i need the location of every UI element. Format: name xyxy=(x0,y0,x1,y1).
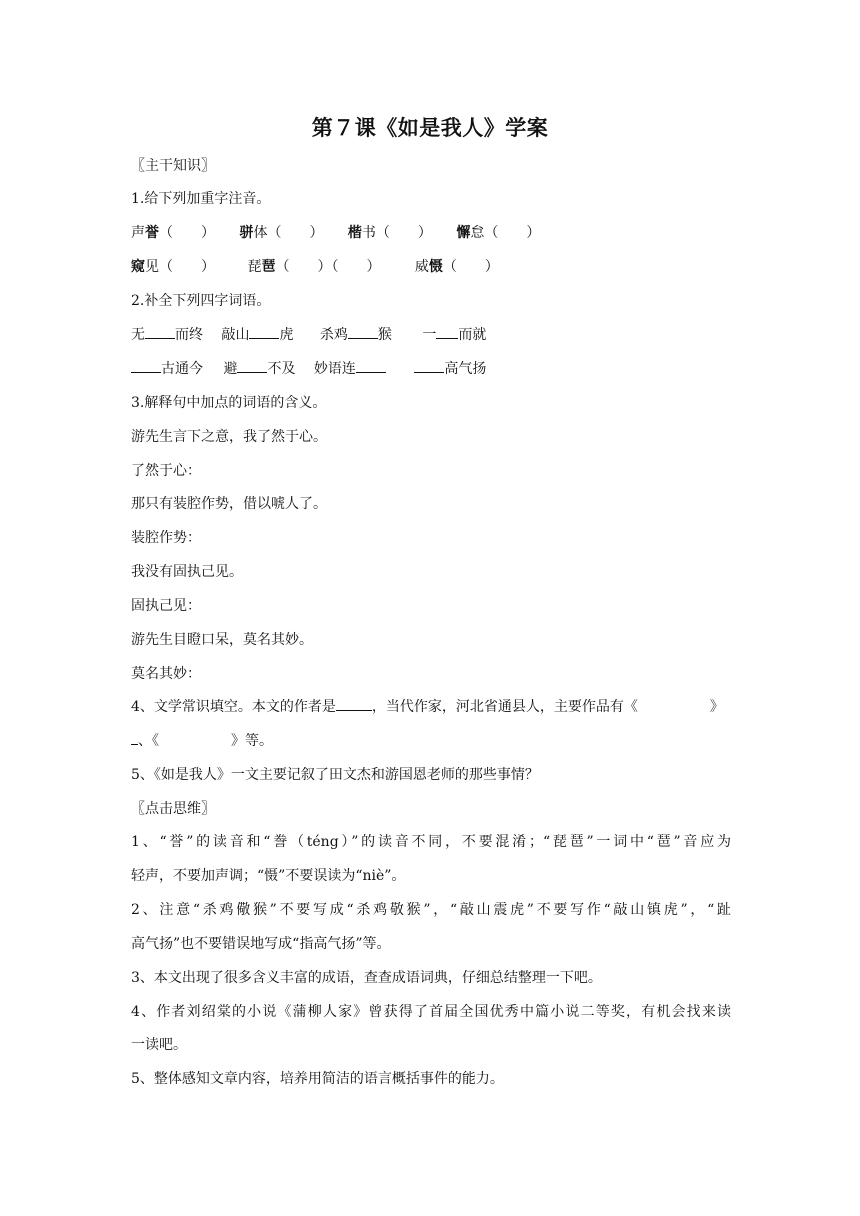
idiom-blank: 高气扬 xyxy=(414,361,486,377)
pinyin-item: 懈怠（ ） xyxy=(456,225,541,241)
tip-line: 一读吧。 xyxy=(131,1037,187,1053)
q2-row2 xyxy=(131,359,731,379)
idiom-blank: 杀鸡 猴 xyxy=(319,327,392,343)
page-title: 第７课《如是我人》学案 xyxy=(311,116,549,140)
q1-row2 xyxy=(131,257,731,277)
fill-blank[interactable] xyxy=(336,697,372,711)
q3-term: 莫名其妙： xyxy=(131,666,201,682)
q5-text: 5、《如是我人》一文主要记叙了田文杰和游国恩老师的那些事情？ xyxy=(131,767,539,783)
tip-line: 高气扬”也不要错误地写成“指高气扬”等。 xyxy=(131,936,391,952)
fill-blank[interactable] xyxy=(348,325,378,339)
q1-prompt: 1.给下列加重字注音。 xyxy=(131,191,271,207)
tip-line: 轻声，不要加声调；“慑”不要误读为“niè”。 xyxy=(131,868,406,884)
section-heading-main: 〖主干知识〗 xyxy=(131,158,215,174)
q2-prompt: 2.补全下列四字词语。 xyxy=(131,293,271,309)
fill-blank[interactable] xyxy=(356,359,386,373)
q2-row1 xyxy=(131,325,731,345)
fill-blank[interactable] xyxy=(131,731,138,745)
idiom-blank: 无 而终 xyxy=(131,327,203,343)
idiom-blank: 古通今 xyxy=(131,361,203,377)
fill-blank[interactable] xyxy=(414,359,444,373)
pinyin-item: 琵琶（ ）（ ） xyxy=(247,259,381,275)
q3-sentence: 我没有固执己见。 xyxy=(131,564,243,580)
idiom-blank: 敲山 虎 xyxy=(221,327,294,343)
q3-sentence: 那只有装腔作势，借以唬人了。 xyxy=(131,496,327,512)
fill-blank[interactable] xyxy=(249,325,279,339)
q1-row1 xyxy=(131,223,731,243)
tip-line: 1、“誉”的读音和“誊（téng）”的读音不同，不要混淆；“琵琶”一词中“琶”音应为 xyxy=(131,834,731,850)
q3-term: 装腔作势： xyxy=(131,530,201,546)
q4-line1: 4、文学常识填空。本文的作者是 ，当代作家，河北省通县人，主要作品有《 》 xyxy=(131,699,724,715)
fill-blank[interactable] xyxy=(145,325,175,339)
tip-line: 3、本文出现了很多含义丰富的成语，查查成语词典，仔细总结整理一下吧。 xyxy=(131,970,602,986)
q3-sentence: 游先生言下之意，我了然于心。 xyxy=(131,429,327,445)
fill-blank[interactable] xyxy=(436,325,458,339)
q3-term: 固执己见： xyxy=(131,598,201,614)
tip-line: 5、整体感知文章内容，培养用简洁的语言概括事件的能力。 xyxy=(131,1071,504,1087)
pinyin-item: 楷书（ ） xyxy=(347,225,432,241)
q4-line2: 、《 》等。 xyxy=(131,731,731,751)
tip-line: 2、注意“杀鸡儆猴”不要写成“杀鸡敬猴”，“敲山震虎”不要写作“敲山镇虎”，“趾 xyxy=(131,902,731,918)
fill-blank[interactable] xyxy=(237,359,267,373)
pinyin-item: 威慑（ ） xyxy=(414,259,499,275)
idiom-blank: 妙语连 xyxy=(314,361,386,377)
q3-prompt: 3.解释句中加点的词语的含义。 xyxy=(131,395,327,411)
idiom-blank: 一 而就 xyxy=(422,327,487,343)
q3-sentence: 游先生目瞪口呆，莫名其妙。 xyxy=(131,632,313,648)
q3-term: 了然于心： xyxy=(131,463,201,479)
fill-blank[interactable] xyxy=(131,359,161,373)
pinyin-item: 声誉（ ） xyxy=(131,225,215,241)
pinyin-item: 骈体（ ） xyxy=(239,225,324,241)
idiom-blank: 避 不及 xyxy=(223,361,296,377)
section-heading-thinking: 〖点击思维〗 xyxy=(131,801,215,817)
tip-line: 4、作者刘绍棠的小说《蒲柳人家》曾获得了首届全国优秀中篇小说二等奖，有机会找来读 xyxy=(131,1004,731,1020)
pinyin-item: 窥见（ ） xyxy=(131,259,215,275)
